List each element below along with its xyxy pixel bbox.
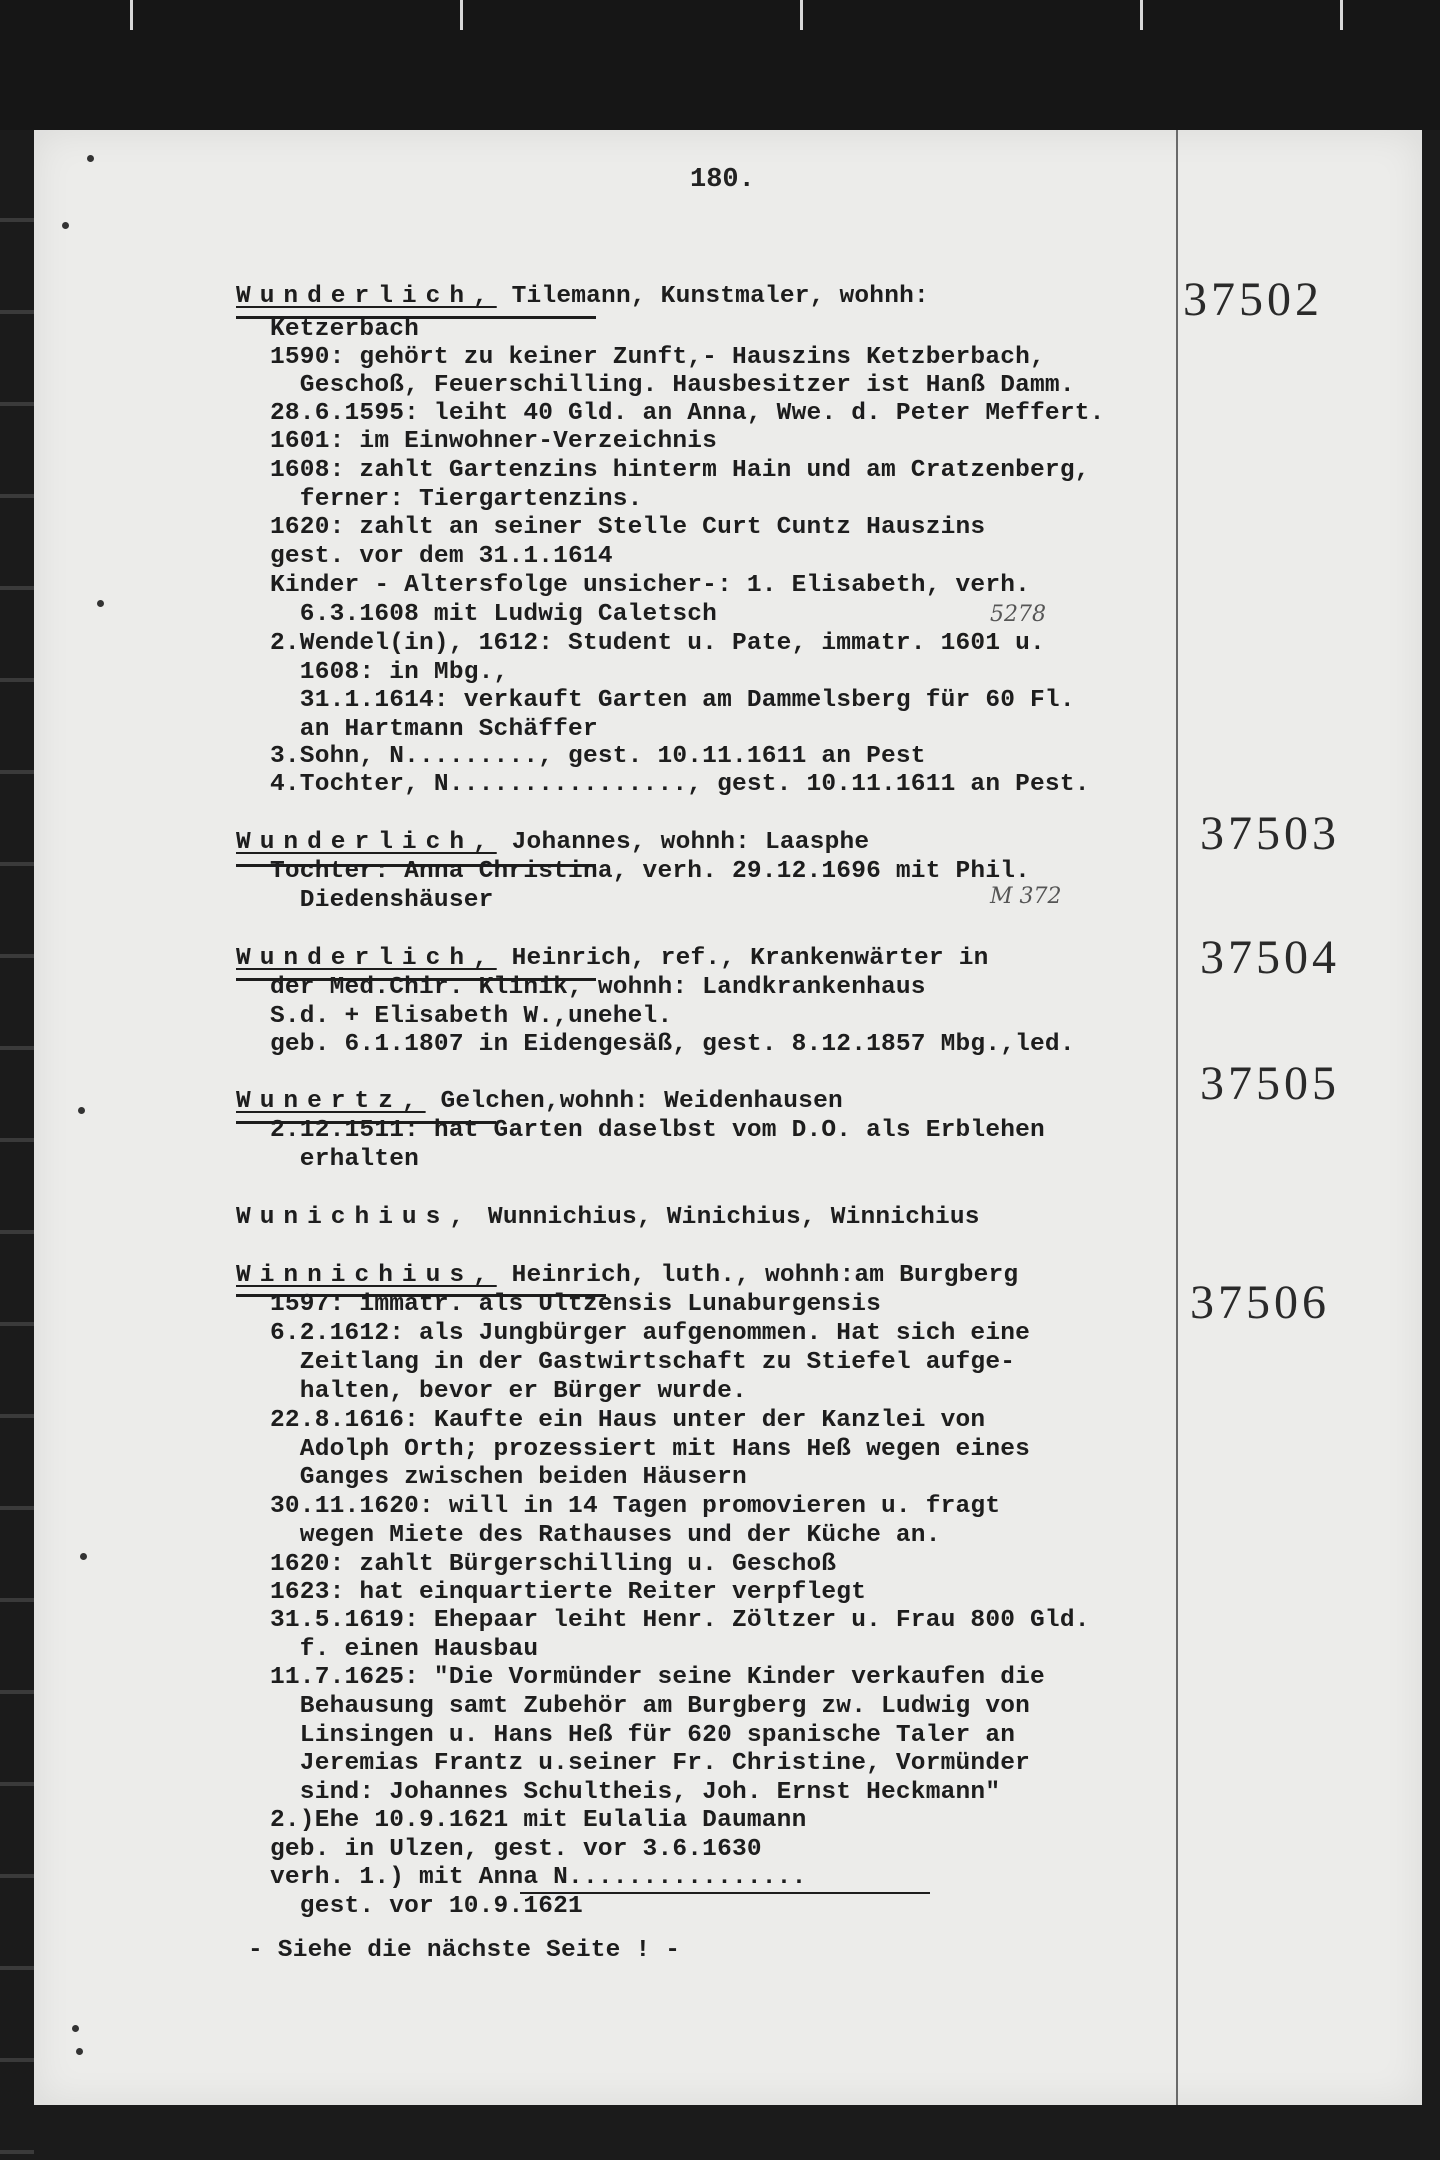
surname: Wunertz, [236, 1088, 426, 1115]
record-number: 37504 [1200, 931, 1340, 984]
margin-rule [1176, 130, 1178, 2105]
entry-line: 2.12.1511: hat Garten daselbst vom D.O. als Erblehen [270, 1117, 1045, 1144]
entry-line: halten, bevor er Bürger wurde. [270, 1378, 747, 1405]
entry-line: 11.7.1625: "Die Vormünder seine Kinder verkaufen die [270, 1664, 1045, 1691]
entry-line: 1590: gehört zu keiner Zunft,- Hauszins Ketzberbach, [270, 344, 1045, 371]
surname: Wunderlich, [236, 283, 497, 310]
surname: Winnichius, [236, 1262, 497, 1289]
entry-header [236, 1262, 1018, 1289]
entry-line: geb. 6.1.1807 in Eidengesäß, gest. 8.12.1857 Mbg.,led. [270, 1031, 1075, 1058]
entry-title: Heinrich, ref., Krankenwärter in [496, 945, 989, 972]
entry-title: Johannes, wohnh: Laasphe [496, 829, 870, 856]
entry-line: 6.2.1612: als Jungbürger aufgenommen. Hat sich eine [270, 1320, 1031, 1347]
entry-line: 1623: hat einquartierte Reiter verpflegt [270, 1579, 867, 1606]
record-number: 37503 [1200, 807, 1340, 860]
surname: Wunderlich, [236, 945, 497, 972]
entry-header [236, 1088, 843, 1115]
entry-line: 31.1.1614: verkauft Garten am Dammelsberg für 60 Fl. [270, 687, 1075, 714]
scan-speck [78, 1107, 85, 1114]
entry-line: Ketzerbach [270, 316, 420, 343]
entry-line: Geschoß, Feuerschilling. Hausbesitzer ist Hanß Damm. [270, 372, 1075, 399]
entry-header [236, 283, 929, 310]
entry-line: geb. in Ulzen, gest. vor 3.6.1630 [270, 1836, 762, 1863]
entry-line: 1608: in Mbg., [270, 659, 509, 686]
entry-line: 1601: im Einwohner-Verzeichnis [270, 428, 718, 455]
scan-side-border [0, 130, 34, 2160]
entry-line: 22.8.1616: Kaufte ein Haus unter der Kanzlei von [270, 1407, 986, 1434]
scan-speck [76, 2048, 83, 2055]
entry-title: Wunnichius, Winichius, Winnichius [473, 1204, 980, 1231]
entry-line: ferner: Tiergartenzins. [270, 486, 643, 513]
scan-speck [87, 155, 94, 162]
film-tick [800, 0, 803, 30]
scan-speck [80, 1553, 87, 1560]
entry-line: S.d. + Elisabeth W.,unehel. [270, 1003, 673, 1030]
film-tick [130, 0, 133, 30]
record-number: 37506 [1190, 1276, 1330, 1329]
page-number: 180. [690, 165, 755, 195]
entry-title: Heinrich, luth., wohnh:am Burgberg [496, 1262, 1019, 1289]
entry-line: 4.Tochter, N................, gest. 10.11.1611 an Pest. [270, 771, 1090, 798]
entry-line: 1597: immatr. als Ultzensis Lunaburgensis [270, 1291, 881, 1318]
entry-line: Jeremias Frantz u.seiner Fr. Christine, Vormünder [270, 1750, 1031, 1777]
entry-line: Tochter: Anna Christina, verh. 29.12.1696 mit Phil. [270, 858, 1031, 885]
entry-line: 1620: zahlt an seiner Stelle Curt Cuntz Hauszins [270, 514, 986, 541]
film-tick [1340, 0, 1343, 30]
entry-line: wegen Miete des Rathauses und der Küche an. [270, 1522, 941, 1549]
entry-line: 31.5.1619: Ehepaar leiht Henr. Zöltzer u. Frau 800 Gld. [270, 1607, 1090, 1634]
entry-header [236, 1204, 980, 1231]
entry-title: Tilemann, Kunstmaler, wohnh: [496, 283, 929, 310]
entry-line: sind: Johannes Schultheis, Joh. Ernst Heckmann" [270, 1779, 1001, 1806]
entry-line: 2.)Ehe 10.9.1621 mit Eulalia Daumann [270, 1807, 807, 1834]
entry-line: 28.6.1595: leiht 40 Gld. an Anna, Wwe. d. Peter Meffert. [270, 400, 1105, 427]
handwritten-note: 5278 [990, 602, 1046, 627]
entry-line: verh. 1.) mit Anna N................ [270, 1864, 807, 1891]
record-number: 37502 [1183, 273, 1323, 326]
entry-line: 3.Sohn, N........., gest. 10.11.1611 an Pest [270, 743, 926, 770]
entry-line: Diedenshäuser [270, 887, 494, 914]
surname: Wunderlich, [236, 829, 497, 856]
entry-header [236, 945, 989, 972]
surname: Wunichius, [236, 1204, 474, 1231]
scan-speck [97, 600, 104, 607]
entry-line: 30.11.1620: will in 14 Tagen promovieren u. fragt [270, 1493, 1001, 1520]
footer-note: - Siehe die nächste Seite ! - [248, 1937, 681, 1964]
entry-line: gest. vor 10.9.1621 [270, 1893, 583, 1920]
entry-line: f. einen Hausbau [270, 1636, 539, 1663]
entry-line: 1608: zahlt Gartenzins hinterm Hain und am Cratzenberg, [270, 457, 1090, 484]
scan-speck [72, 2025, 79, 2032]
film-tick [1140, 0, 1143, 30]
scan-top-border [0, 0, 1440, 130]
entry-line: der Med.Chir. Klinik, wohnh: Landkrankenhaus [270, 974, 926, 1001]
entry-line: erhalten [270, 1146, 420, 1173]
record-number: 37505 [1200, 1057, 1340, 1110]
entry-line: Kinder - Altersfolge unsicher-: 1. Elisabeth, verh. [270, 572, 1031, 599]
entry-line: gest. vor dem 31.1.1614 [270, 543, 613, 570]
entry-line: an Hartmann Schäffer [270, 716, 598, 743]
entry-line: Ganges zwischen beiden Häusern [270, 1464, 747, 1491]
film-tick [460, 0, 463, 30]
entry-line: Linsingen u. Hans Heß für 620 spanische Taler an [270, 1722, 1016, 1749]
scan-speck [62, 222, 69, 229]
entry-line: Adolph Orth; prozessiert mit Hans Heß wegen eines [270, 1436, 1031, 1463]
entry-line: 6.3.1608 mit Ludwig Caletsch [270, 601, 718, 628]
entry-line: Behausung samt Zubehör am Burgberg zw. Ludwig von [270, 1693, 1031, 1720]
entry-line: 1620: zahlt Bürgerschilling u. Geschoß [270, 1551, 837, 1578]
handwritten-note: M 372 [990, 884, 1062, 909]
entry-header [236, 829, 869, 856]
entry-line: Zeitlang in der Gastwirtschaft zu Stiefel aufge- [270, 1349, 1016, 1376]
entry-line: 2.Wendel(in), 1612: Student u. Pate, immatr. 1601 u. [270, 630, 1045, 657]
entry-title: Gelchen,wohnh: Weidenhausen [425, 1088, 843, 1115]
